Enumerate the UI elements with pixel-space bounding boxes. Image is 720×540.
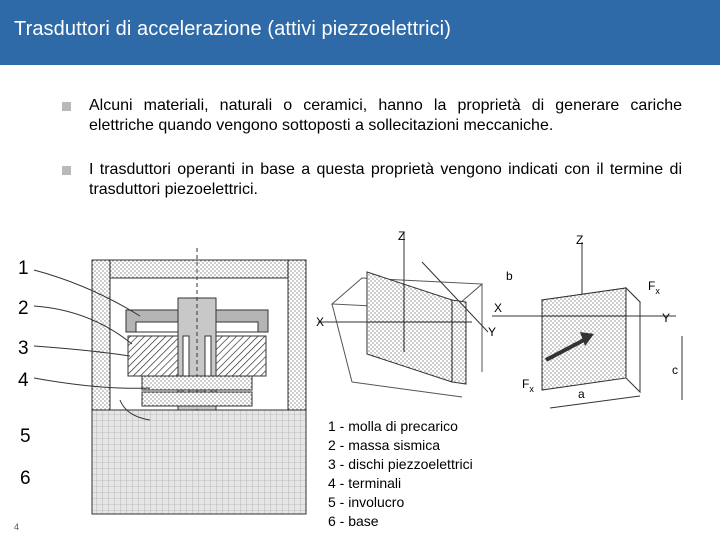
bullet-text: I trasduttori operanti in base a questa proprietà vengono indicati con il termine di trasduttori piezoelettrici. (89, 161, 682, 198)
diagram-label: 4 (18, 370, 29, 391)
legend-item: 4 - terminali (328, 475, 402, 491)
bullet-list (62, 96, 682, 200)
axis-label-z: Z (398, 229, 406, 243)
diagram-label: 3 (18, 338, 29, 359)
diagram-label: 2 (18, 298, 29, 319)
crystal-axes-diagram (312, 222, 512, 417)
title-bar (0, 0, 720, 65)
slide-title: Trasduttori di accelerazione (attivi piezzoelettrici) (14, 18, 451, 40)
dimension-label-b: b (506, 269, 513, 283)
piezo-discs (142, 376, 252, 390)
legend-item: 1 - molla di precarico (328, 418, 458, 434)
axis-label-x: X (316, 315, 325, 329)
dimension-label-a: a (578, 387, 585, 401)
bullet-item (62, 96, 682, 136)
crystal-force-diagram (486, 228, 706, 418)
axis-label-y: Y (488, 325, 497, 339)
diagram-label: 6 (20, 468, 31, 489)
axis-label-z: Z (576, 233, 584, 247)
legend-item: 5 - involucro (328, 494, 405, 510)
page-number: 4 (14, 522, 20, 532)
bullet-square-icon (62, 102, 71, 111)
force-label-bottom: $F_x$ (522, 377, 534, 394)
axis-label-x: X (494, 301, 503, 315)
bullet-text: Alcuni materiali, naturali o ceramici, hanno la proprietà di generare cariche elettriche quando vengono sottoposti a sollecitazioni meccaniche. (89, 97, 682, 134)
dimension-label-c: c (672, 363, 678, 377)
legend-item: 6 - base (328, 513, 379, 529)
legend-item: 3 - dischi piezzoelettrici (328, 456, 473, 472)
housing-top (92, 260, 306, 278)
bullet-item (62, 160, 682, 200)
legend (328, 417, 473, 531)
base-block (92, 410, 306, 514)
diagram-label: 5 (20, 426, 31, 447)
bullet-square-icon (62, 166, 71, 175)
accelerometer-cross-section (0, 240, 320, 530)
legend-item: 2 - massa sismica (328, 437, 441, 453)
axis-label-y: Y (662, 311, 671, 325)
diagram-label: 1 (18, 258, 29, 279)
housing-right (288, 260, 306, 410)
force-label-top: $F_x$ (648, 279, 660, 296)
